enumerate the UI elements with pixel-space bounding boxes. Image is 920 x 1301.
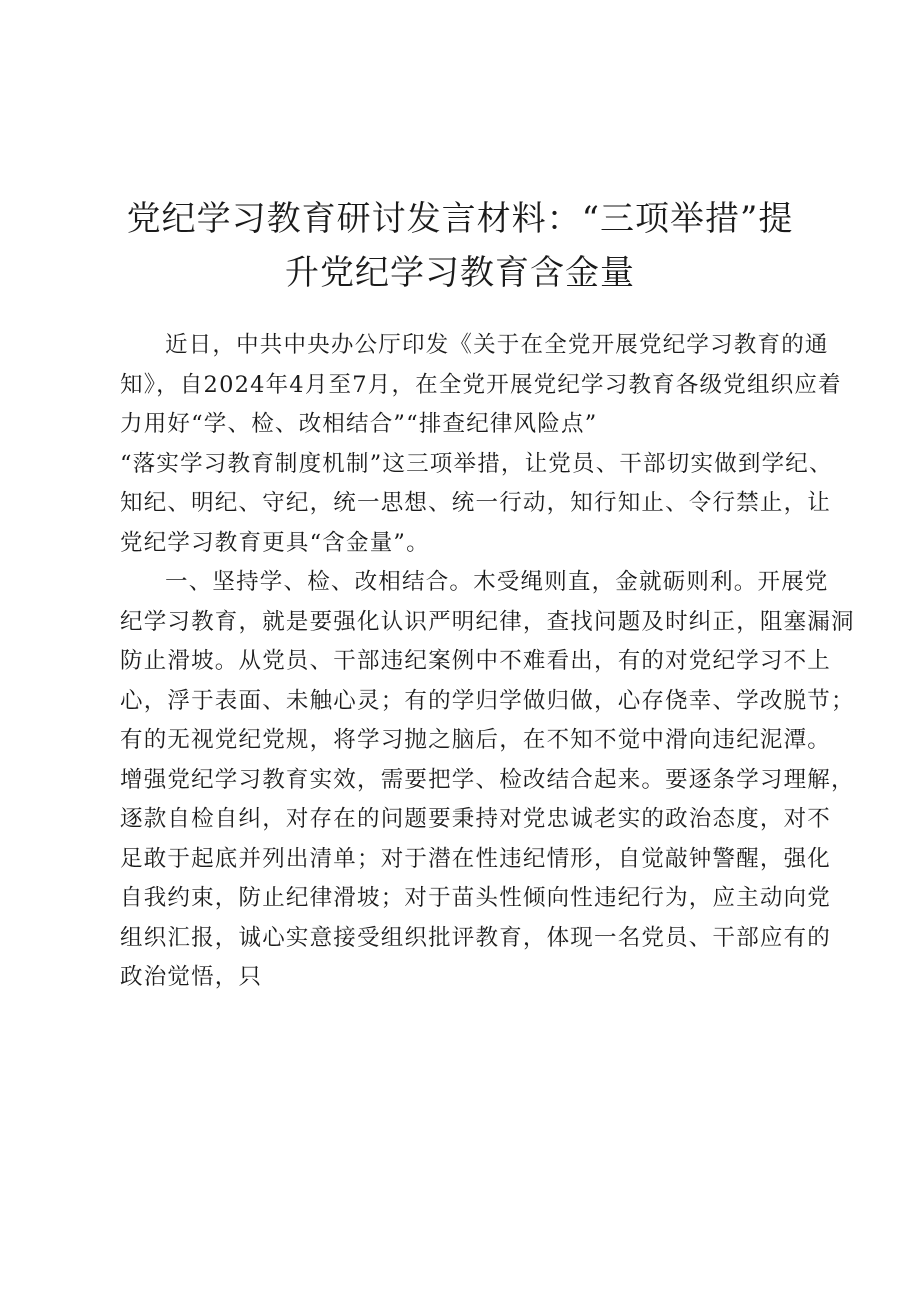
paragraph-line: 逐款自检自纠，对存在的问题要秉持对党忠诚老实的政治态度，对不 (120, 806, 832, 832)
paragraph-line: “落实学习教育制度机制”这三项举措，让党员、干部切实做到学纪、 (120, 450, 833, 477)
paragraph-line: 足敢于起底并列出清单；对于潜在性违纪情形，自觉敲钟警醒，强化 (120, 845, 832, 872)
paragraph-line: 一、坚持学、检、改相结合。木受绳则直，金就砺则利。开展党 (165, 569, 829, 595)
paragraph-line: 力用好“学、检、改相结合”“排查纪律风险点” (120, 411, 598, 437)
paragraph-line: 近日，中共中央办公厅印发《关于在全党开展党纪学习教育的通 (165, 332, 829, 358)
paragraph-line: 心，浮于表面、未触心灵；有的学归学做归做，心存侥幸、学改脱节； (120, 687, 855, 714)
paragraph-line: 增强党纪学习教育实效，需要把学、检改结合起来。要逐条学习理解， (120, 766, 855, 793)
paragraph-line: 党纪学习教育更具“含金量”。 (120, 529, 430, 556)
paragraph-line: 自我约束，防止纪律滑坡；对于苗头性倾向性违纪行为，应主动向党 (120, 885, 832, 911)
paragraph-line: 防止滑坡。从党员、干部违纪案例中不难看出，有的对党纪学习不上 (120, 648, 832, 674)
paragraph-line: 知》，自2024年4月至7月，在全党开展党纪学习教育各级党组织应着 (120, 371, 842, 398)
paragraph-line: 政治觉悟，只 (120, 964, 263, 990)
paragraph-line: 有的无视党纪党规，将学习抛之脑后，在不知不觉中滑向违纪泥潭。 (120, 727, 832, 753)
title-line-1: 党纪学习教育研讨发言材料：“三项举措”提 (126, 199, 794, 239)
paragraph-line: 知纪、明纪、守纪，统一思想、统一行动，知行知止、令行禁止，让 (120, 490, 832, 516)
title-line-2: 升党纪学习教育含金量 (285, 253, 635, 293)
document-title (120, 192, 800, 300)
document-body (120, 326, 855, 998)
paragraph-line: 纪学习教育，就是要强化认识严明纪律，查找问题及时纠正，阻塞漏洞 (120, 608, 855, 635)
paragraph-line: 组织汇报，诚心实意接受组织批评教育，体现一名党员、干部应有的 (120, 924, 832, 951)
